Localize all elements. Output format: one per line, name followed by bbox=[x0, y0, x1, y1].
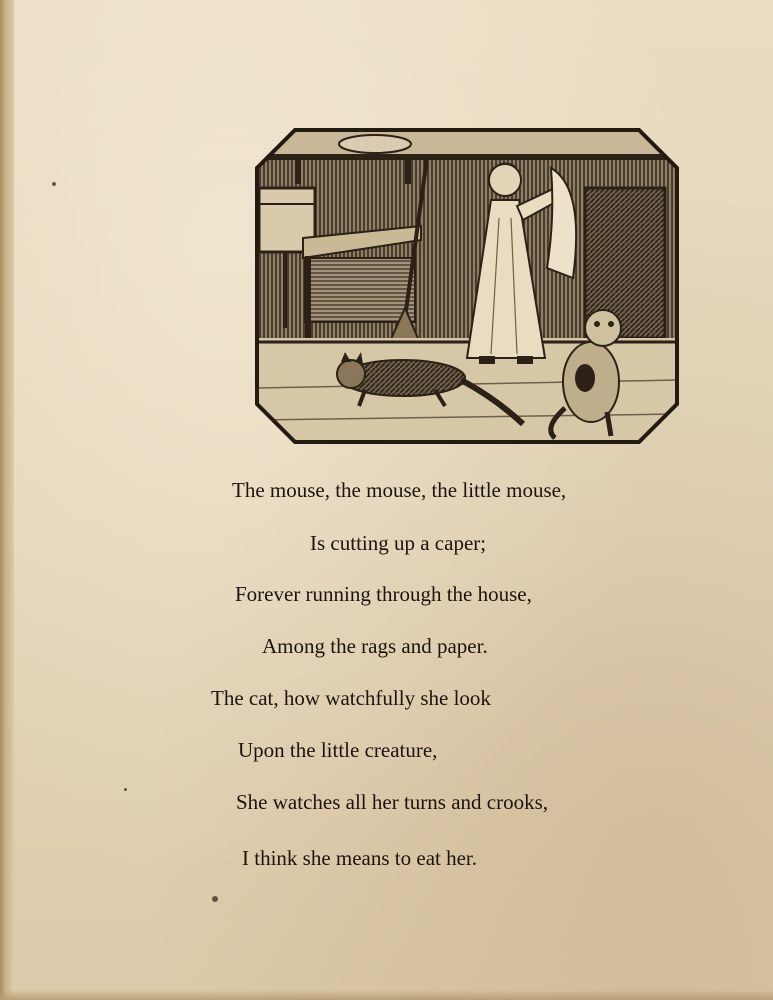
poem-line-5: The cat, how watchfully she look bbox=[211, 686, 491, 710]
poem-line-8: I think she means to eat her. bbox=[242, 846, 478, 870]
poem-line-6: Upon the little creature, bbox=[238, 738, 438, 762]
poem-line-2: Is cutting up a caper; bbox=[310, 531, 487, 555]
foxing-spot bbox=[124, 788, 127, 791]
poem-line-7: She watches all her turns and crooks, bbox=[236, 790, 548, 814]
poem-line-1: The mouse, the mouse, the little mouse, bbox=[232, 478, 567, 502]
foxing-spot bbox=[52, 182, 56, 186]
poem-line-4: Among the rags and paper. bbox=[262, 634, 488, 658]
poem-line-3: Forever running through the house, bbox=[235, 582, 532, 606]
foxing-spot bbox=[212, 896, 218, 902]
